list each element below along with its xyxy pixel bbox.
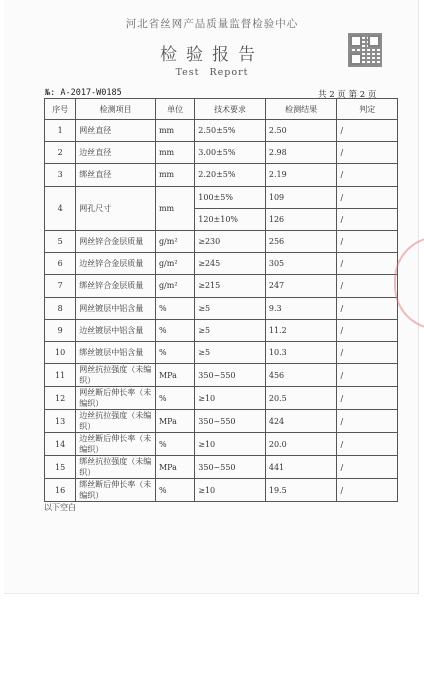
report-number: №: A-2017-W0185: [45, 88, 122, 98]
tech-requirement: ≥230: [195, 230, 266, 252]
page-number: 共 2 页 第 2 页: [318, 90, 377, 100]
test-result: 247: [265, 275, 337, 297]
tech-requirement: 350~550: [195, 410, 266, 433]
test-item: 边丝镀层中铝含量: [76, 319, 156, 341]
test-result: 2.19: [265, 164, 337, 186]
tech-requirement: ≥245: [195, 253, 266, 275]
unit: %: [155, 433, 194, 456]
test-item: 绑丝断后伸长率（未编织）: [76, 479, 156, 502]
row-number: 3: [45, 164, 76, 186]
test-item: 网丝锌合金层质量: [76, 230, 156, 252]
row-number: 14: [45, 433, 76, 456]
unit: %: [155, 479, 194, 502]
unit: MPa: [155, 456, 194, 479]
judgement: /: [337, 164, 398, 186]
test-result: 20.5: [265, 387, 337, 410]
row-number: 6: [45, 253, 76, 275]
table-row: [45, 319, 398, 341]
row-number: 13: [45, 410, 76, 433]
unit: mm: [155, 120, 194, 142]
table-row: [45, 230, 398, 252]
tech-requirement: ≥10: [195, 387, 266, 410]
tech-requirement: ≥5: [195, 341, 266, 363]
test-result: 11.2: [265, 319, 337, 341]
test-item: 边丝抗拉强度（未编织）: [76, 410, 156, 433]
test-item: 网丝镀层中铝含量: [76, 297, 156, 319]
table-row: [45, 410, 398, 433]
row-number: 15: [45, 456, 76, 479]
test-result: 424: [265, 410, 337, 433]
test-item: 绑丝锌合金层质量: [76, 275, 156, 297]
test-item: 绑丝直径: [76, 164, 156, 186]
table-row: [45, 341, 398, 363]
tech-requirement: ≥5: [195, 319, 266, 341]
tech-requirement: 100±5%: [195, 186, 266, 208]
tech-requirement: 120±10%: [195, 208, 266, 230]
table-header-row: [45, 99, 398, 120]
judgement: /: [337, 275, 398, 297]
tech-requirement: 2.20±5%: [195, 164, 266, 186]
unit: %: [155, 387, 194, 410]
unit: g/m²: [155, 275, 194, 297]
test-result: 9.3: [265, 297, 337, 319]
unit: mm: [155, 142, 194, 164]
judgement: /: [337, 433, 398, 456]
report-title: 检验报告: [160, 45, 264, 65]
table-row: [45, 120, 398, 142]
qr-corner: [350, 35, 362, 47]
blank-below-note: 以下空白: [44, 503, 76, 512]
tech-requirement: ≥215: [195, 275, 266, 297]
judgement: /: [337, 142, 398, 164]
header-cell: 检测结果: [265, 99, 337, 120]
table-row: [45, 364, 398, 387]
row-number: 10: [45, 341, 76, 363]
judgement: /: [337, 297, 398, 319]
tech-requirement: 350~550: [195, 456, 266, 479]
row-number: 1: [45, 120, 76, 142]
judgement: /: [337, 341, 398, 363]
judgement: /: [337, 387, 398, 410]
tech-requirement: ≥10: [195, 433, 266, 456]
row-number: 2: [45, 142, 76, 164]
unit: mm: [155, 164, 194, 186]
row-number: 5: [45, 230, 76, 252]
row-number: 8: [45, 297, 76, 319]
test-item: 网丝直径: [76, 120, 156, 142]
table-row: [45, 433, 398, 456]
qr-code-icon: [348, 33, 382, 67]
tech-requirement: 3.00±5%: [195, 142, 266, 164]
test-result: 10.3: [265, 341, 337, 363]
row-number: 4: [45, 186, 76, 230]
table-row: [45, 142, 398, 164]
judgement: /: [337, 479, 398, 502]
tech-requirement: ≥10: [195, 479, 266, 502]
unit: g/m²: [155, 253, 194, 275]
unit: %: [155, 297, 194, 319]
header-cell: 序号: [45, 99, 76, 120]
table-row: [45, 275, 398, 297]
header-cell: 检测项目: [76, 99, 156, 120]
unit: MPa: [155, 410, 194, 433]
table-row: [45, 186, 398, 208]
judgement: /: [337, 319, 398, 341]
test-result: 305: [265, 253, 337, 275]
test-item: 边丝直径: [76, 142, 156, 164]
table-row: [45, 164, 398, 186]
judgement: /: [337, 230, 398, 252]
table-row: [45, 387, 398, 410]
test-item: 绑丝镀层中铝含量: [76, 341, 156, 363]
test-result: 19.5: [265, 479, 337, 502]
header-cell: 判定: [337, 99, 398, 120]
report-subtitle: Test Report: [175, 67, 249, 78]
table-row: [45, 253, 398, 275]
unit: MPa: [155, 364, 194, 387]
table-row: [45, 456, 398, 479]
tech-requirement: 350~550: [195, 364, 266, 387]
row-number: 16: [45, 479, 76, 502]
row-number: 12: [45, 387, 76, 410]
judgement: /: [337, 364, 398, 387]
test-result: 2.98: [265, 142, 337, 164]
qr-corner: [368, 35, 380, 47]
row-number: 7: [45, 275, 76, 297]
test-result: 109: [265, 186, 337, 208]
judgement: /: [337, 456, 398, 479]
unit: %: [155, 341, 194, 363]
qr-corner: [350, 53, 362, 65]
test-item: 绑丝抗拉强度（未编织）: [76, 456, 156, 479]
unit: %: [155, 319, 194, 341]
judgement: /: [337, 208, 398, 230]
judgement: /: [337, 120, 398, 142]
test-result: 256: [265, 230, 337, 252]
table-row: [45, 297, 398, 319]
test-result: 20.0: [265, 433, 337, 456]
test-result: 126: [265, 208, 337, 230]
header-cell: 单位: [155, 99, 194, 120]
test-result: 2.50: [265, 120, 337, 142]
unit: g/m²: [155, 230, 194, 252]
test-item: 网丝抗拉强度（未编织）: [76, 364, 156, 387]
row-number: 9: [45, 319, 76, 341]
test-item: 网孔尺寸: [76, 186, 156, 230]
tech-requirement: ≥5: [195, 297, 266, 319]
test-result: 456: [265, 364, 337, 387]
test-result: 441: [265, 456, 337, 479]
test-item: 边丝断后伸长率（未编织）: [76, 433, 156, 456]
judgement: /: [337, 186, 398, 208]
judgement: /: [337, 253, 398, 275]
test-results-table: [44, 98, 398, 502]
test-item: 网丝断后伸长率（未编织）: [76, 387, 156, 410]
unit: mm: [155, 186, 194, 230]
row-number: 11: [45, 364, 76, 387]
test-item: 边丝锌合金层质量: [76, 253, 156, 275]
judgement: /: [337, 410, 398, 433]
org-name: 河北省丝网产品质量监督检验中心: [125, 18, 299, 30]
header-cell: 技术要求: [195, 99, 266, 120]
table-row: [45, 479, 398, 502]
tech-requirement: 2.50±5%: [195, 120, 266, 142]
